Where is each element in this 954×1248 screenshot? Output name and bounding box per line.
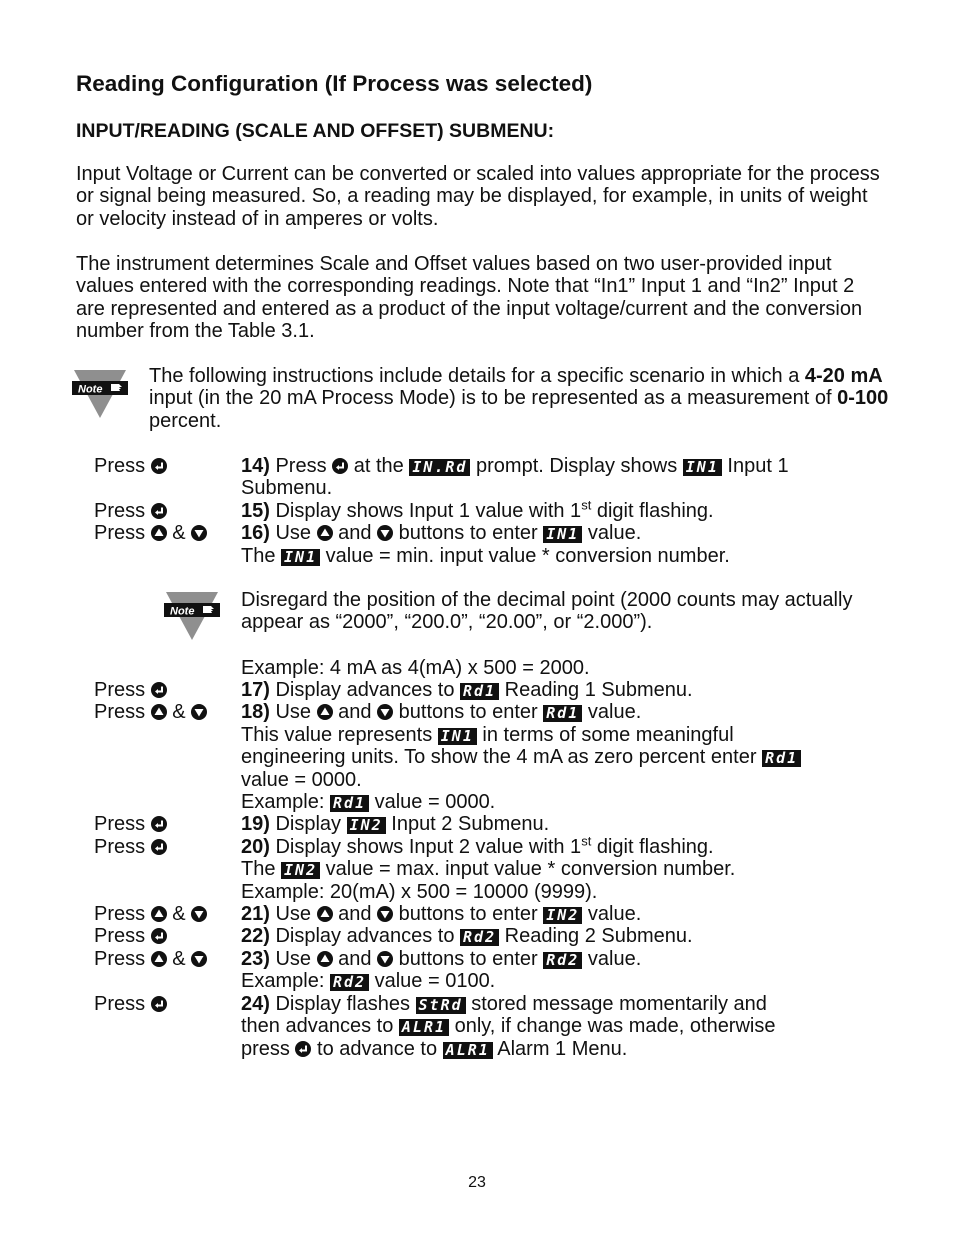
- step-21: Press & 21) Use and buttons to enter IN2 value.: [94, 903, 642, 926]
- step-19: Press 19) Display IN2 Input 2 Submenu.: [94, 813, 550, 836]
- down-button-icon: [377, 906, 393, 922]
- press-cell: Press: [94, 925, 241, 947]
- up-button-icon: [317, 704, 333, 720]
- note-scenario-text: The following instructions include details for a specific scenario in which a 4-20 mA input (in the 20 mA Process Mode) is to be represented as a measurement of 0-100 percent.: [149, 365, 889, 432]
- enter-button-icon: [295, 1041, 311, 1057]
- down-button-icon: [191, 525, 207, 541]
- note-decimal-point-text: Disregard the position of the decimal point (2000 counts may actually appear as “2000”, “200.0”, “20.00”, or “2.000”).: [241, 589, 853, 634]
- lcd-in1-display: IN1: [543, 526, 582, 543]
- note-hand-icon: [72, 368, 128, 420]
- step-22: Press 22) Display advances to Rd2 Reading 2 Submenu.: [94, 925, 693, 948]
- lcd-in2-display: IN2: [543, 907, 582, 924]
- lcd-rd2-display: Rd2: [543, 952, 582, 969]
- step-23: Press & 23) Use and buttons to enter Rd2 value. Example: Rd2 value = 0100.: [94, 947, 642, 993]
- lcd-in2-display: IN2: [347, 817, 386, 834]
- lcd-strd-display: StRd: [416, 997, 466, 1014]
- lcd-alr1-display: ALR1: [443, 1042, 493, 1059]
- step-20: Press 20) Display shows Input 2 value with 1st digit flashing. The IN2 value = max. input value * conversion number. Example: 20(mA) x 500 = 10000 (9999).: [94, 833, 736, 903]
- press-cell: Press: [94, 836, 241, 903]
- page-number: 23: [468, 1174, 486, 1191]
- press-cell: Press: [94, 993, 241, 1060]
- scale-offset-paragraph: The instrument determines Scale and Offset values based on two user-provided input values entered with the corresponding readings. Note that “In1” Input 1 and “In2” Input 2 are represented and entered as a product of the input voltage/current and the conversion number from the Table 3.1.: [76, 253, 863, 343]
- submenu-heading: INPUT/READING (SCALE AND OFFSET) SUBMENU:: [76, 120, 555, 142]
- lcd-rd1-display: Rd1: [330, 795, 369, 812]
- enter-button-icon: [151, 458, 167, 474]
- down-button-icon: [377, 525, 393, 541]
- lcd-in1-display: IN1: [281, 549, 320, 566]
- intro-paragraph: Input Voltage or Current can be converted or scaled into values appropriate for the process or signal being measured. So, a reading may be displayed, for example, in units of weight or velocity instead of in amperes or volts.: [76, 163, 880, 230]
- enter-button-icon: [151, 996, 167, 1012]
- lcd-rd1-display: Rd1: [762, 750, 801, 767]
- lcd-rd1-display: Rd1: [460, 683, 499, 700]
- up-button-icon: [151, 525, 167, 541]
- enter-button-icon: [151, 928, 167, 944]
- press-cell: Press &: [94, 948, 241, 993]
- example-text: Example: 4 mA as 4(mA) x 500 = 2000.: [241, 657, 590, 679]
- press-cell: Press: [94, 679, 241, 701]
- down-button-icon: [191, 951, 207, 967]
- press-cell: Press: [94, 455, 241, 500]
- step-17: Press 17) Display advances to Rd1 Reading 1 Submenu.: [94, 679, 693, 701]
- lcd-in1-display: IN1: [438, 728, 477, 745]
- enter-button-icon: [151, 682, 167, 698]
- up-button-icon: [317, 906, 333, 922]
- lcd-in2-display: IN2: [281, 862, 320, 879]
- up-button-icon: [151, 906, 167, 922]
- enter-button-icon: [151, 839, 167, 855]
- steps-list-continued: [94, 679, 894, 1060]
- lcd-inrd-display: IN.Rd: [409, 459, 470, 476]
- up-button-icon: [151, 951, 167, 967]
- press-cell: Press: [94, 500, 241, 522]
- enter-button-icon: [151, 816, 167, 832]
- step-14: Press 14) Press at the IN.Rd prompt. Display shows IN1 Input 1 Submenu.: [94, 455, 789, 500]
- step-24: Press 24) Display flashes StRd stored message momentarily and then advances to ALR1 only, if change was made, otherwise press to advance to ALR1 Alarm 1 Menu.: [94, 992, 776, 1060]
- press-cell: Press &: [94, 522, 241, 567]
- press-cell: Press &: [94, 701, 241, 813]
- down-button-icon: [191, 704, 207, 720]
- press-cell: Press &: [94, 903, 241, 925]
- lcd-in1-display: IN1: [683, 459, 722, 476]
- lcd-alr1-display: ALR1: [399, 1019, 449, 1036]
- enter-button-icon: [332, 458, 348, 474]
- section-heading: Reading Configuration (If Process was selected): [76, 71, 593, 96]
- up-button-icon: [151, 704, 167, 720]
- step-18: Press & 18) Use and buttons to enter Rd1 value. This value represents IN1 in terms of some meaningful engineering units. To show the 4 mA as zero percent enter Rd1 value = 0000. Example: Rd1 value = 0000.: [94, 701, 894, 813]
- step-15: Press 15) Display shows Input 1 value with 1st digit flashing.: [94, 497, 714, 522]
- step-16: Press & 16) Use and buttons to enter IN1 value. The IN1 value = min. input value * conversion number.: [94, 522, 730, 567]
- enter-button-icon: [151, 503, 167, 519]
- lcd-rd2-display: Rd2: [460, 929, 499, 946]
- up-button-icon: [317, 951, 333, 967]
- down-button-icon: [377, 704, 393, 720]
- up-button-icon: [317, 525, 333, 541]
- note-hand-icon: [164, 590, 220, 642]
- down-button-icon: [191, 906, 207, 922]
- steps-list: [94, 455, 894, 567]
- svg-text:Note: Note: [78, 383, 103, 396]
- lcd-rd1-display: Rd1: [543, 705, 582, 722]
- press-cell: Press: [94, 813, 241, 835]
- svg-text:Note: Note: [170, 605, 195, 618]
- down-button-icon: [377, 951, 393, 967]
- lcd-rd2-display: Rd2: [330, 974, 369, 991]
